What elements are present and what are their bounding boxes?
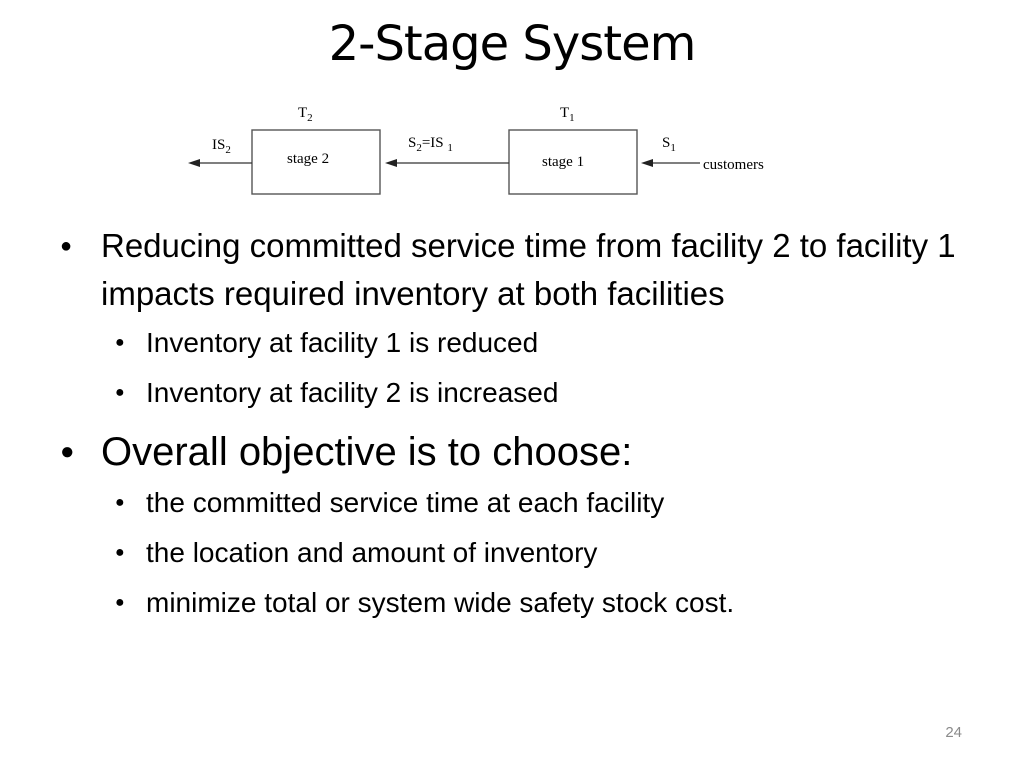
stage-1-label: stage 1: [542, 154, 585, 170]
sub-bullet-item: [60, 478, 960, 528]
t1-label: $T_1$: [560, 105, 575, 124]
t2-label: $T_2$: [298, 105, 313, 124]
bullet-dot: ●: [60, 235, 73, 257]
sub-bullet-item: [60, 528, 960, 578]
bullet-list: [60, 222, 960, 628]
sub-bullet-dot: ●: [115, 494, 125, 511]
sub-bullet-item: [60, 318, 960, 368]
sub-bullet-list: [101, 478, 960, 628]
bullet-item: [60, 426, 960, 628]
bullet-text: Reducing committed service time from facility 2 to facility 1 impacts required inventory at both facilities: [101, 227, 956, 312]
s2-is1-label: $S_2=IS$ $_1$: [408, 135, 453, 154]
sub-bullet-text: the location and amount of inventory: [146, 537, 598, 568]
sub-bullet-dot: ●: [115, 544, 125, 561]
output-arrowhead: [188, 159, 200, 167]
two-stage-diagram: [180, 100, 800, 204]
sub-bullet-text: the committed service time at each facility: [146, 487, 665, 518]
customers-label: customers: [703, 157, 764, 173]
stage-2-label: stage 2: [287, 151, 330, 167]
sub-bullet-dot: ●: [115, 594, 125, 611]
slide-title: 2-Stage System: [328, 16, 696, 72]
sub-bullet-text: Inventory at facility 1 is reduced: [146, 327, 539, 358]
s1-label: $S_1$: [662, 135, 676, 154]
bullet-text: Overall objective is to choose:: [101, 430, 633, 474]
sub-bullet-text: Inventory at facility 2 is increased: [146, 377, 559, 408]
is2-label: $IS_2$: [212, 137, 231, 156]
diagram-graphics: [180, 100, 800, 204]
sub-bullet-list: [101, 318, 960, 418]
input-arrowhead: [641, 159, 653, 167]
sub-bullet-item: [60, 578, 960, 628]
bullet-dot: ●: [60, 438, 75, 465]
page-number: 24: [945, 724, 962, 741]
bullet-item: [60, 222, 960, 418]
middle-arrowhead: [385, 159, 397, 167]
sub-bullet-dot: ●: [115, 334, 125, 351]
sub-bullet-item: [60, 368, 960, 418]
sub-bullet-dot: ●: [115, 384, 125, 401]
sub-bullet-text: minimize total or system wide safety stock cost.: [146, 587, 735, 618]
